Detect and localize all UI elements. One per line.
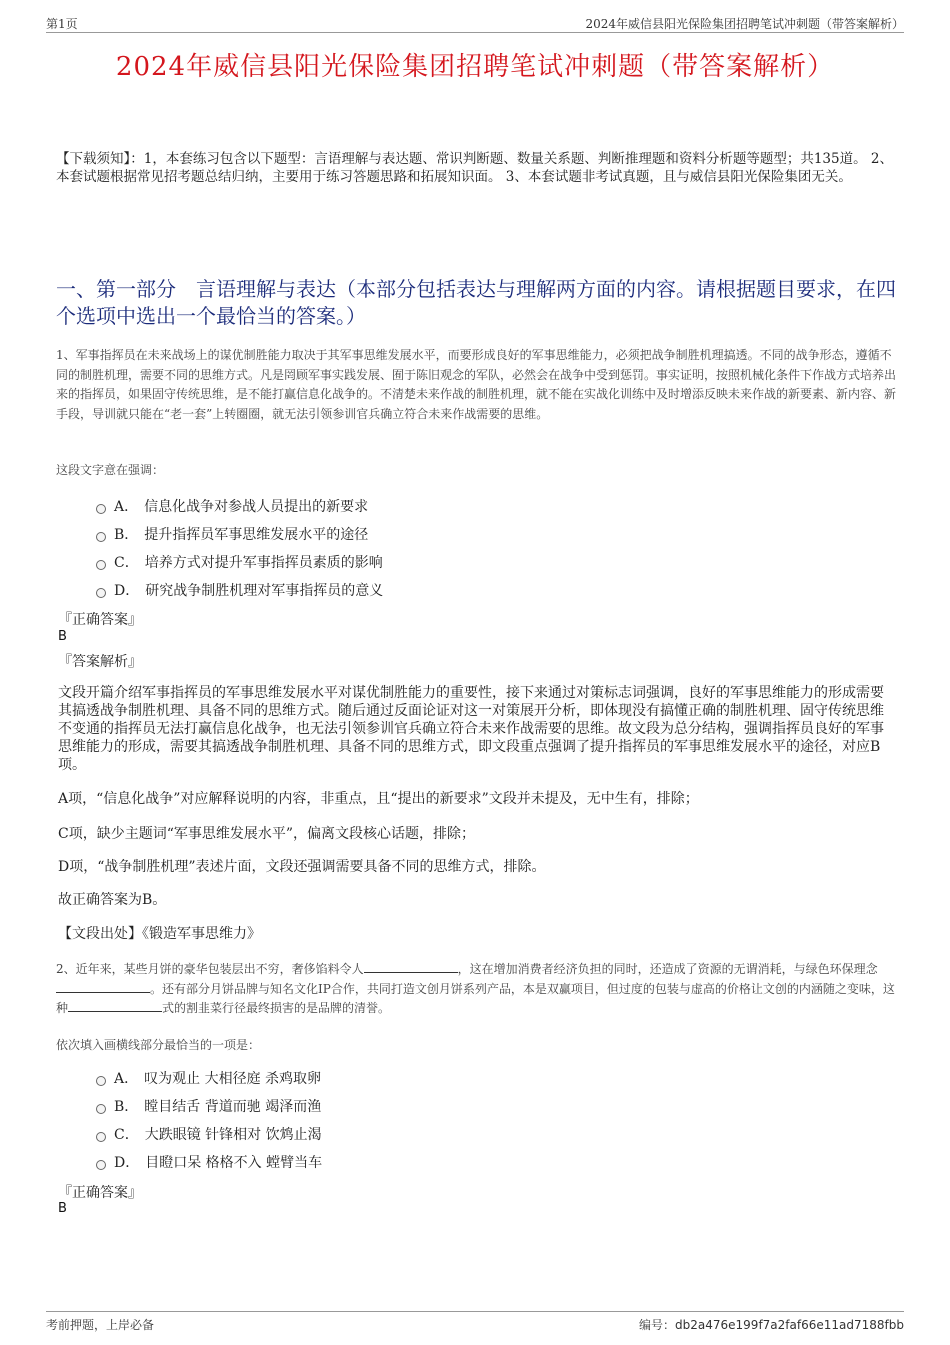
q2-answer-heading: 『正确答案』 bbox=[58, 1185, 142, 1201]
radio-icon[interactable] bbox=[96, 1132, 106, 1142]
q1-note-d: D项，“战争制胜机理”表述片面，文段还强调需要具备不同的思维方式，排除。 bbox=[58, 859, 546, 875]
option-label: A． bbox=[114, 499, 139, 515]
option-text: 瞠目结舌 背道而驰 竭泽而渔 bbox=[144, 1099, 322, 1115]
q2-text-part: 。还有部分月饼品牌与知名文化IP合作，共同打造文创月饼系列产品，本是双赢项目，但过度的包装与虚高的价格让文创的内涵随之变味，这种 bbox=[56, 981, 895, 1015]
fill-blank[interactable] bbox=[364, 960, 458, 973]
question-2-prompt: 依次填入画横线部分最恰当的一项是： bbox=[56, 1038, 261, 1052]
q1-analysis: 文段开篇介绍军事指挥员的军事思维发展水平对谋优制胜能力的重要性，接下来通过对策标志词强调，良好的军事思维能力的形成需要其搞透战争制胜机理、具备不同的思维方式。随后通过反面论证对这一对策展开分析，即体现没有搞懂正确的制胜机理、固守传统思维不变通的指挥员无法打赢信息化战争，也无法引领参训官兵确立符合未来作战需要的思维。故文段为总分结构，强调指挥员良好的军事思维能力的形成，需要其搞透战争制胜机理、具备不同的思维方式，即文段重点强调了提升指挥员的军事思维发展水平的途径，对应B项。 bbox=[58, 685, 884, 773]
q2-option-b[interactable] bbox=[96, 1092, 322, 1120]
q2-text-part: 2、近年来，某些月饼的豪华包装层出不穷，奢侈馅料令人 bbox=[56, 962, 364, 976]
page-header bbox=[46, 10, 904, 33]
option-text: 大跌眼镜 针锋相对 饮鸩止渴 bbox=[144, 1127, 322, 1143]
q1-answer: B bbox=[58, 629, 67, 644]
page-number: 第1页 bbox=[46, 17, 78, 31]
q2-text-part: ，这在增加消费者经济负担的同时，还造成了资源的无谓消耗，与绿色环保理念 bbox=[457, 962, 878, 976]
radio-icon[interactable] bbox=[96, 1076, 106, 1086]
question-1-options bbox=[96, 492, 383, 604]
option-text: 培养方式对提升军事指挥员素质的影响 bbox=[144, 555, 383, 571]
page-footer bbox=[46, 1311, 904, 1332]
q1-answer-heading: 『正确答案』 bbox=[58, 612, 142, 628]
option-text: 目瞪口呆 格格不入 螳臂当车 bbox=[145, 1155, 323, 1171]
q2-option-d[interactable] bbox=[96, 1148, 322, 1176]
q1-conclusion: 故正确答案为B。 bbox=[58, 892, 167, 908]
option-text: 提升指挥员军事思维发展水平的途径 bbox=[144, 527, 369, 543]
q2-answer: B bbox=[58, 1201, 67, 1216]
q2-option-a[interactable] bbox=[96, 1064, 322, 1092]
option-label: B． bbox=[114, 1099, 139, 1115]
question-2-options bbox=[96, 1064, 322, 1176]
radio-icon[interactable] bbox=[96, 1104, 106, 1114]
header-doc-title: 2024年威信县阳光保险集团招聘笔试冲刺题（带答案解析） bbox=[585, 17, 904, 31]
radio-icon[interactable] bbox=[96, 1160, 106, 1170]
q2-text-part: 式的割韭菜行径最终损害的是品牌的清誉。 bbox=[162, 1001, 391, 1015]
document-title: 2024年威信县阳光保险集团招聘笔试冲刺题（带答案解析） bbox=[115, 52, 835, 82]
option-text: 叹为观止 大相径庭 杀鸡取卵 bbox=[144, 1071, 322, 1087]
question-1-prompt: 这段文字意在强调： bbox=[56, 463, 165, 477]
option-label: B． bbox=[114, 527, 139, 543]
radio-icon[interactable] bbox=[96, 588, 106, 598]
code-value: db2a476e199f7a2faf66e11ad7188fbb bbox=[675, 1318, 904, 1332]
q1-source: 【文段出处】《锻造军事思维力》 bbox=[58, 926, 261, 942]
q1-analysis-heading: 『答案解析』 bbox=[58, 654, 142, 670]
option-label: D． bbox=[114, 1155, 140, 1171]
footer-slogan: 考前押题，上岸必备 bbox=[46, 1318, 155, 1332]
option-label: C． bbox=[114, 555, 139, 571]
q1-note-a: A项，“信息化战争”对应解释说明的内容，非重点，且“提出的新要求”文段并未提及，无中生有，排除； bbox=[58, 791, 699, 807]
download-notice: 【下载须知】：1，本套练习包含以下题型：言语理解与表达题、常识判断题、数量关系题、判断推理题和资料分析题等题型；共135道。 2、本套试题根据常见招考题总结归纳，主要用于练习答题思路和拓展知识面。 3、本套试题非考试真题，且与威信县阳光保险集团无关。 bbox=[56, 151, 893, 185]
option-text: 信息化战争对参战人员提出的新要求 bbox=[144, 499, 369, 515]
section-heading: 一、第一部分 言语理解与表达（本部分包括表达与理解两方面的内容。请根据题目要求，在四个选项中选出一个最恰当的答案。） bbox=[56, 277, 896, 328]
question-2-text bbox=[56, 960, 902, 1019]
option-label: C． bbox=[114, 1127, 139, 1143]
radio-icon[interactable] bbox=[96, 504, 106, 514]
fill-blank[interactable] bbox=[56, 980, 150, 993]
q1-note-c: C项，缺少主题词“军事思维发展水平”，偏离文段核心话题，排除； bbox=[58, 826, 476, 842]
q1-option-b[interactable] bbox=[96, 520, 383, 548]
code-label: 编号： bbox=[639, 1318, 676, 1332]
fill-blank[interactable] bbox=[68, 999, 162, 1012]
footer-code bbox=[639, 1316, 904, 1333]
option-text: 研究战争制胜机理对军事指挥员的意义 bbox=[145, 583, 384, 599]
question-1-text: 1、军事指挥员在未来战场上的谋优制胜能力取决于其军事思维发展水平，而要形成良好的军事思维能力，必须把战争制胜机理搞透。不同的战争形态，遵循不同的制胜机理，需要不同的思维方式。凡是罔顾军事实践发展、囿于陈旧观念的军队，必然会在战争中受到惩罚。事实证明，按照机械化条件下作战方式培养出来的指挥员，如果固守传统思维，是不能打赢信息化战争的。不清楚未来作战的制胜机理，就不能在实战化训练中及时增添反映未来作战的新要素、新内容、新手段，导训就只能在“老一套”上转圈圈，就无法引领参训官兵确立符合未来作战需要的思维。 bbox=[56, 348, 897, 421]
q2-option-c[interactable] bbox=[96, 1120, 322, 1148]
radio-icon[interactable] bbox=[96, 560, 106, 570]
option-label: D． bbox=[114, 583, 140, 599]
q1-option-a[interactable] bbox=[96, 492, 383, 520]
radio-icon[interactable] bbox=[96, 532, 106, 542]
q1-option-d[interactable] bbox=[96, 576, 383, 604]
q1-option-c[interactable] bbox=[96, 548, 383, 576]
option-label: A． bbox=[114, 1071, 139, 1087]
